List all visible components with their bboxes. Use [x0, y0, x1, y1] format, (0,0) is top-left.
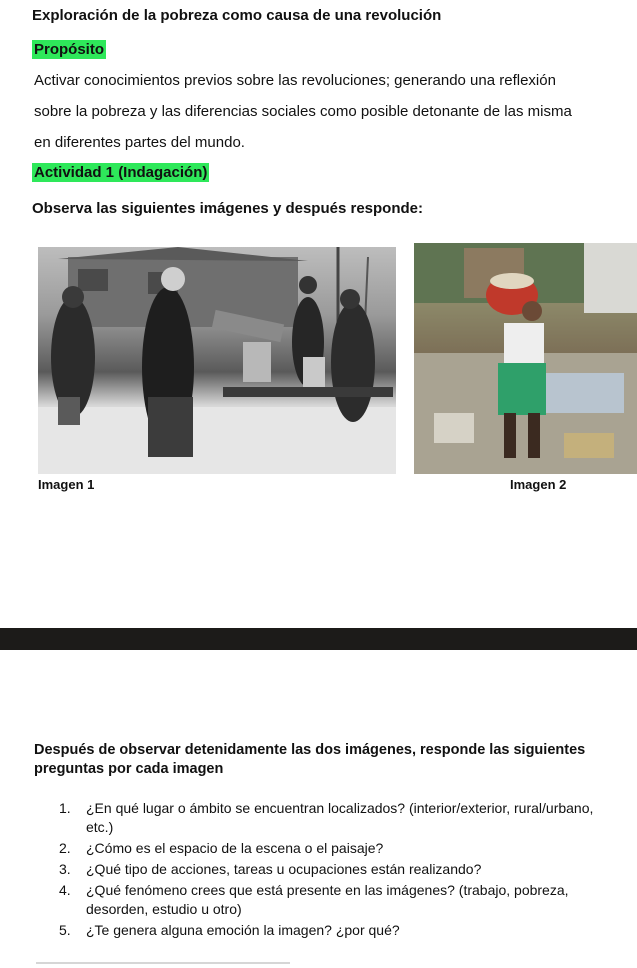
- question-number: 1.: [59, 800, 71, 816]
- image-1-illustration: [38, 247, 396, 474]
- document-title: Exploración de la pobreza como causa de una revolución: [32, 7, 442, 24]
- question-item: [59, 921, 624, 940]
- image-2-caption: Imagen 2: [510, 477, 567, 492]
- questions-heading: Después de observar detenidamente las dos imágenes, responde las siguientes preguntas por cada imagen: [34, 742, 586, 777]
- proposito-line-2: sobre la pobreza y las diferencias sociales como posible detonante de las misma: [34, 103, 572, 120]
- image-1-village-well-photo: [38, 247, 396, 474]
- image-2-garbage-area-photo: [414, 243, 637, 474]
- question-text: ¿En qué lugar o ámbito se encuentran localizados? (interior/exterior, rural/urbano, etc.): [86, 800, 594, 835]
- proposito-line-1: Activar conocimientos previos sobre las revoluciones; generando una reflexión: [34, 72, 556, 89]
- question-item: [59, 881, 624, 919]
- image-1-caption: Imagen 1: [38, 477, 95, 492]
- actividad-highlight: Actividad 1 (Indagación): [34, 164, 208, 181]
- question-item: [59, 860, 624, 879]
- question-text: ¿Qué tipo de acciones, tareas u ocupaciones están realizando?: [86, 861, 482, 877]
- question-number: 2.: [59, 840, 71, 856]
- instruction-text: Observa las siguientes imágenes y después responde:: [32, 200, 423, 217]
- proposito-heading: [32, 41, 106, 58]
- question-number: 4.: [59, 882, 71, 898]
- question-text: ¿Qué fenómeno crees que está presente en las imágenes? (trabajo, pobreza, desorden, estudio u otro): [86, 882, 569, 917]
- question-number: 5.: [59, 922, 71, 938]
- image-2-illustration: [414, 243, 637, 474]
- questions-list: [59, 799, 624, 942]
- proposito-line-3: en diferentes partes del mundo.: [34, 134, 245, 151]
- proposito-highlight: Propósito: [34, 41, 104, 58]
- question-item: [59, 799, 624, 837]
- dark-divider-band: [0, 628, 637, 650]
- footer-faint-line: [36, 962, 290, 964]
- question-text: ¿Cómo es el espacio de la escena o el paisaje?: [86, 840, 384, 856]
- question-item: [59, 839, 624, 858]
- actividad-heading: [32, 164, 209, 181]
- question-text: ¿Te genera alguna emoción la imagen? ¿por qué?: [86, 922, 400, 938]
- question-number: 3.: [59, 861, 71, 877]
